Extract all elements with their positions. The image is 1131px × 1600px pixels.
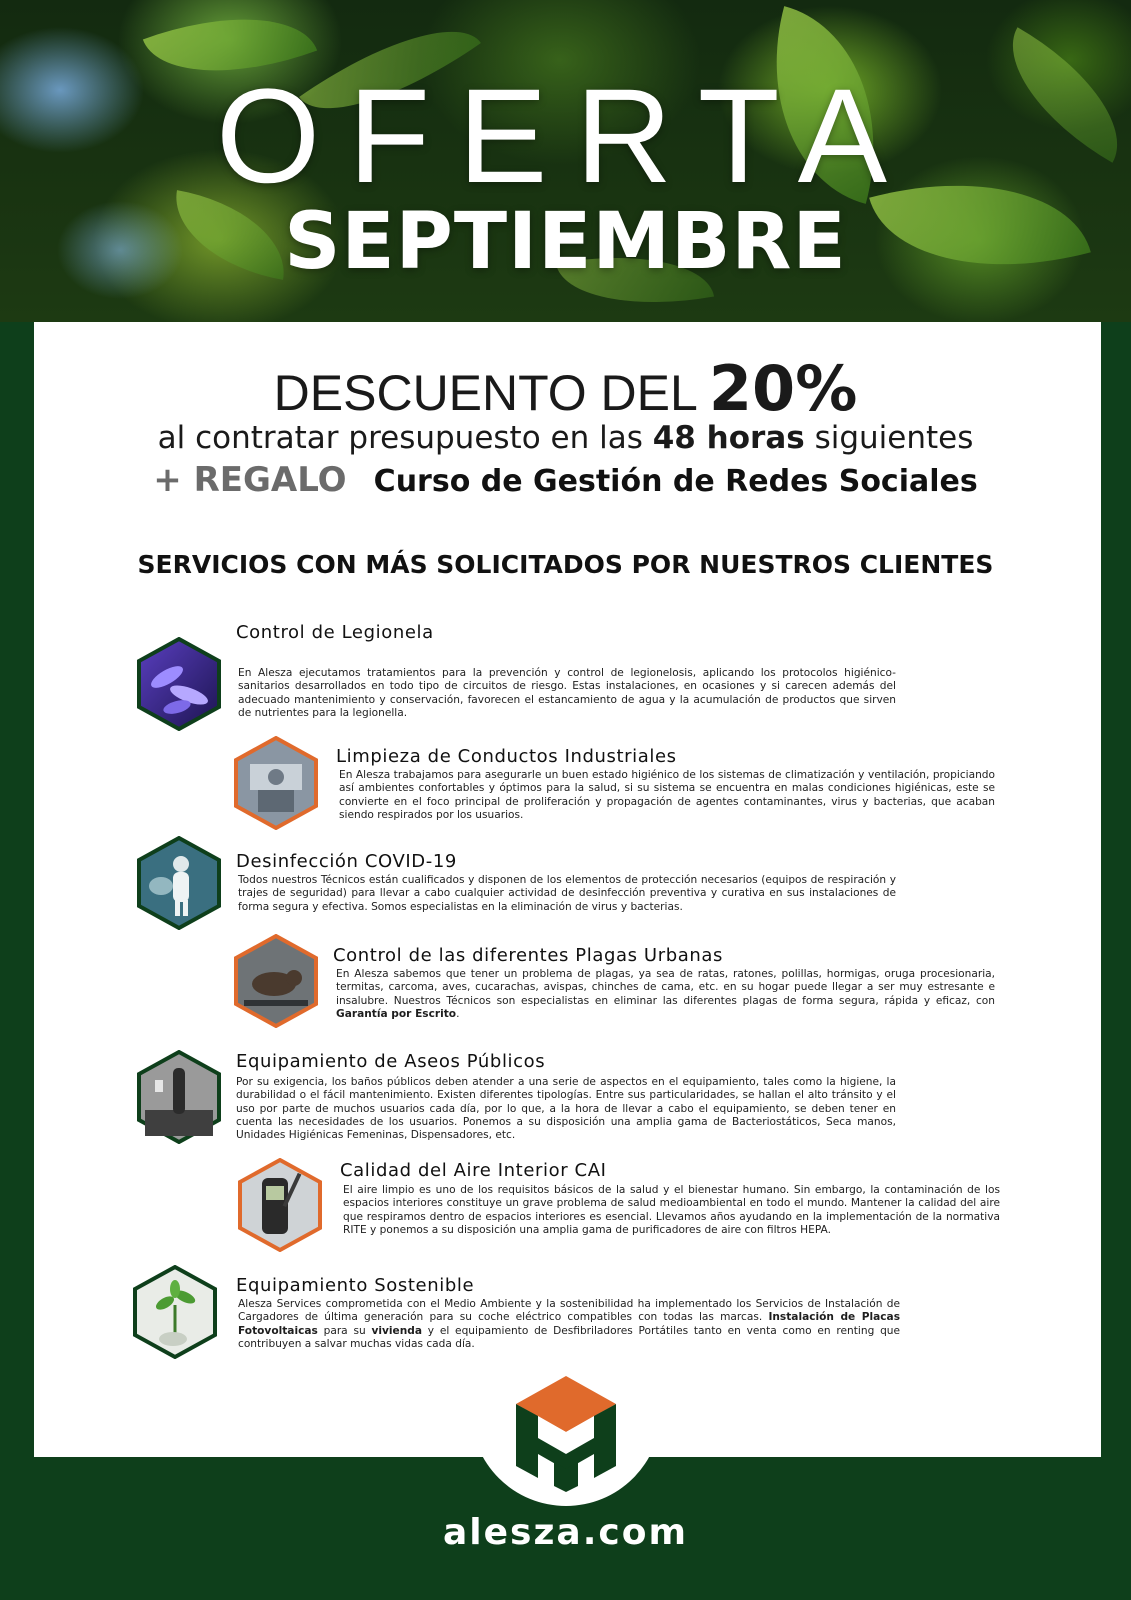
service-description: Por su exigencia, los baños públicos deben atender a una serie de aspectos en el equipamiento, tales como la higiene, la durabilidad o el fácil mantenimiento. Existen diferentes tipologías. Entre sus particularidades, se hallan el alto tránsito y el uso por parte de muchos usuarios cada día, por lo que, a la hora de llevar a cabo el equipamiento, se deben tener en cuenta las necesidades de los usuarios. Ponemos a su disposición una amplia gama de Bacteriostáticos, Seca manos, Unidades Higiénicas Femeninas, Dispensadores, etc. [236,1076,896,1142]
restroom-icon [137,1050,221,1144]
service-title: Equipamiento de Aseos Públicos [236,1051,546,1072]
service-description: En Alesza trabajamos para asegurarle un buen estado higiénico de los sistemas de climatización y ventilación, propiciando así ambientes confortables y óptimos para la salud, si su sistema se encuentra en malas condiciones higiénicas, este se convierte en el foco principal de proliferación y propagación de agentes contaminantes, virus y bacterias, que acaban siendo respirados por los usuarios. [339,769,995,821]
service-description: Todos nuestros Técnicos están cualificados y disponen de los elementos de protección necesarios (equipos de respiración y trajes de seguridad) para llevar a cabo cualquier actividad de desinfección preventiva y curativa en sus instalaciones de forma segura y efectiva. Somos especialistas en la eliminación de virus y bacterias. [238,874,896,913]
hero-subtitle: SEPTIEMBRE [284,197,847,287]
sprout-icon [133,1265,217,1359]
service-description: El aire limpio es uno de los requisitos básicos de la salud y el bienestar humano. Sin embargo, la contaminación de los espacios interiores constituye un grave problema de salud medioambiental en todo el mundo. Mantener la calidad del aire que respiramos dentro de espacios interiores es esencial. Llevamos años ayudando en la implementación de la normativa RITE y ponemos a su disposición una amplia gama de purificadores de aire con filtros HEPA. [343,1184,1000,1236]
service-description [238,1298,900,1351]
discount-condition [0,420,1131,456]
service-description: En Alesza ejecutamos tratamientos para la prevención y control de legionelosis, aplicando los protocolos higiénico-sanitarios desarrollados en todo tipo de circuitos de riesgo. Estas instalaciones, en ocasiones y si carecen además del adecuado mantenimiento y conservación, favorecen el estancamiento de agua y la acumulación de productos que sirven de nutrientes para la legionella. [238,667,896,719]
duct-icon [234,736,318,830]
air-meter-icon [238,1158,322,1252]
service-title: Control de Legionela [236,622,434,643]
bacteria-icon [137,637,221,731]
alesza-logo [514,1374,618,1492]
service-title: Calidad del Aire Interior CAI [340,1160,607,1181]
condition-hours: 48 horas [652,420,805,456]
website-link[interactable]: alesza.com [443,1512,688,1553]
service-description-mid: para su [323,1324,366,1337]
service-title: Control de las diferentes Plagas Urbanas [333,945,723,966]
disinfection-icon [137,836,221,930]
service-description-end: . [456,1007,460,1020]
housing-text: vivienda [371,1324,423,1337]
hero-banner [0,0,1131,322]
service-title: Equipamiento Sostenible [236,1275,475,1296]
gift-line [0,460,1131,500]
services-heading: SERVICIOS CON MÁS SOLICITADOS POR NUESTROS CLIENTES [137,550,994,579]
gift-course: Curso de Gestión de Redes Sociales [373,464,978,499]
hero-title: OFERTA [215,62,916,211]
service-title: Desinfección COVID-19 [236,851,457,872]
discount-value: 20% [708,352,858,425]
service-description [336,968,995,1021]
service-description-end: y el equipamiento de Desfibriladores Portátiles tanto en venta como en renting que contribuyen a salvar muchas vidas cada día. [238,1324,901,1350]
service-title: Limpieza de Conductos Industriales [336,746,677,767]
service-description-text: Alesza Services comprometida con el Medio Ambiente y la sostenibilidad ha implementado los Servicios de Instalación de Cargadores de última generación para su coche eléctrico compatibles con todas las marcas. [238,1298,900,1324]
discount-headline [0,352,1131,425]
condition-pre: al contratar presupuesto en las [157,420,643,456]
solar-panels-text: Instalación de Placas Fotovoltaicas [238,1311,900,1337]
rat-icon [234,934,318,1028]
guarantee-text: Garantía por Escrito [336,1007,457,1020]
service-description-text: En Alesza sabemos que tener un problema de plagas, ya sea de ratas, ratones, polillas, hormigas, oruga procesionaria, termitas, carcoma, aves, cucarachas, avispas, chinches de cama, etc. en su hogar puede llegar a ser muy estresante e insalubre. Nuestros Técnicos son especialistas en eliminar las diferentes plagas de forma segura, rápida y eficaz, con [336,968,995,1007]
gift-label: + REGALO [153,460,347,500]
condition-post: siguientes [814,420,974,456]
discount-text: DESCUENTO DEL [273,365,698,421]
